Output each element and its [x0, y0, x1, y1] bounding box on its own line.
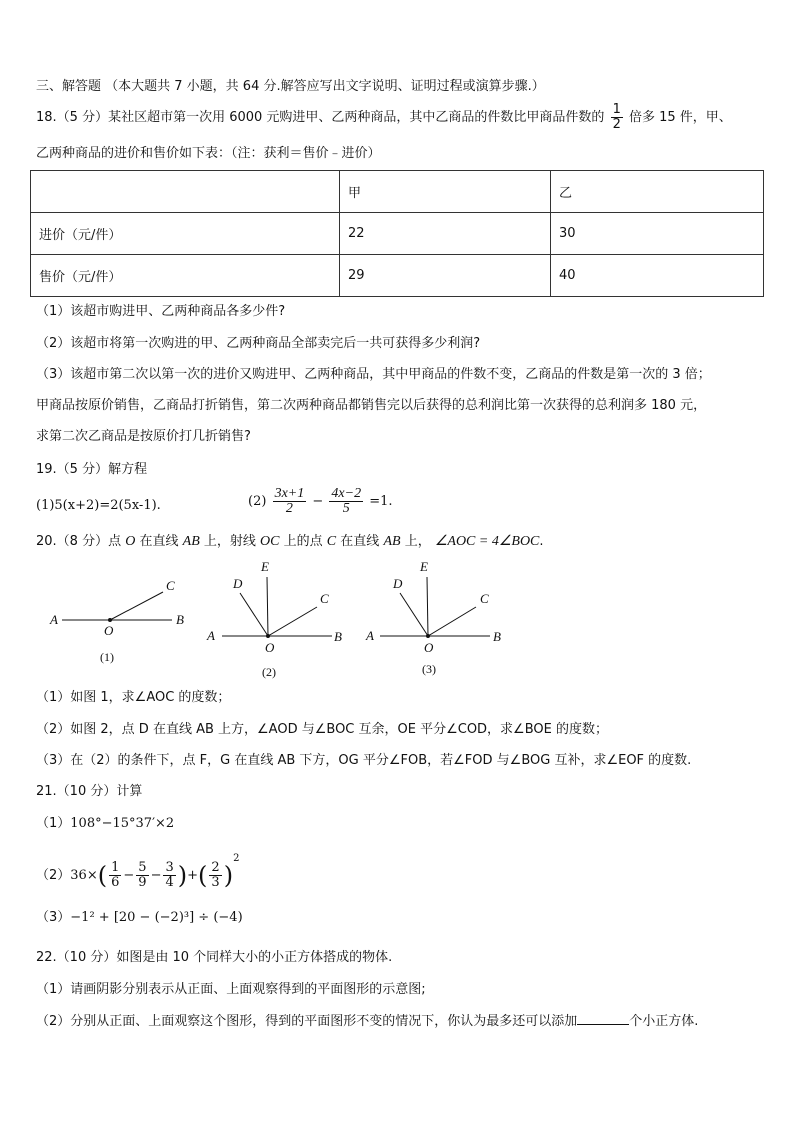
price-table	[30, 170, 764, 297]
q21-expr3-body: −1² + [20 − (−2)³] ÷ (−4)	[70, 910, 243, 925]
frac-num: 1	[111, 860, 120, 875]
q19-minus: −	[312, 494, 324, 509]
frac-den: 9	[138, 875, 147, 890]
q20-sub2: （2）如图 2，点 D 在直线 AB 上方，∠AOD 与∠BOC 互余，OE 平分∠COD，求∠BOE 的度数；	[36, 722, 608, 737]
q21-e2-a: 36×	[70, 868, 98, 883]
q20-text: 上，	[404, 534, 431, 549]
q20-var: OC	[260, 534, 280, 549]
q21-label: （3）	[36, 910, 71, 925]
point-o	[108, 618, 112, 622]
q21-op: +	[187, 868, 199, 883]
label-b: B	[493, 629, 501, 644]
label-a: A	[366, 628, 374, 643]
q20-var: AB	[182, 534, 200, 549]
q19-eq2-suffix: =1.	[369, 494, 393, 509]
q20-text: 在直线	[340, 534, 380, 549]
table-cell: 40	[551, 255, 764, 297]
ray-oc	[428, 607, 476, 636]
q18-line2: 乙两种商品的进价和售价如下表：（注：获利＝售价﹣进价）	[36, 146, 381, 161]
q20-text: .	[539, 534, 544, 549]
table-row	[31, 213, 764, 255]
label-e: E	[261, 559, 269, 574]
frac-num: 5	[138, 860, 147, 875]
q20-var: AB	[383, 534, 401, 549]
q21-frac	[209, 861, 221, 890]
q22-sub2-text: 个小正方体.	[629, 1014, 699, 1029]
q20-sub3: （3）在（2）的条件下，点 F，G 在直线 AB 下方，OG 平分∠FOB，若∠FOD 与∠BOG 互补，求∠EOF 的度数.	[36, 753, 692, 768]
q21-expr1	[36, 815, 174, 833]
q20-text: 上的点	[283, 534, 323, 549]
q19-frac2-num: 4x−2	[331, 486, 362, 501]
table-cell	[31, 171, 340, 213]
ray-oc	[268, 607, 317, 636]
q19-frac2	[329, 487, 363, 516]
q18-frac-num: 1	[612, 102, 621, 117]
frac-den: 6	[111, 875, 120, 890]
q18-line1	[36, 103, 732, 132]
q20-text: 在直线	[139, 534, 179, 549]
q18-text-a: 18.（5 分）某社区超市第一次用 6000 元购进甲、乙两种商品，其中乙商品的件数比甲商品件数的	[36, 110, 605, 125]
q21-frac	[136, 861, 148, 890]
label-c: C	[166, 578, 175, 593]
q19-frac1	[273, 487, 307, 516]
table-cell: 进价（元/件）	[31, 213, 340, 255]
label-a: A	[50, 612, 58, 627]
table-row	[31, 255, 764, 297]
label-c: C	[480, 591, 489, 606]
table-row	[31, 171, 764, 213]
q18-sub3-line2: 甲商品按原价销售，乙商品打折销售，第二次两种商品都销售完以后获得的总利润比第一次获得的总利润多 180 元，	[36, 398, 707, 413]
label-c: C	[320, 591, 329, 606]
q20-text: 上，射线	[203, 534, 256, 549]
q21-label: （1）	[36, 816, 71, 831]
q18-sub2: （2）该超市将第一次购进的甲、乙两种商品全部卖完后一共可获得多少利润?	[36, 336, 481, 351]
frac-den: 3	[211, 875, 220, 890]
label-o: O	[424, 640, 434, 655]
q20-relation: ∠AOC = 4∠BOC	[434, 534, 540, 549]
q18-frac-den: 2	[612, 117, 621, 132]
frac-den: 4	[165, 875, 174, 890]
q20-text: 20.（8 分）点	[36, 534, 122, 549]
q21-expr1-body: 108°−15°37′×2	[70, 816, 175, 831]
table-cell: 售价（元/件）	[31, 255, 340, 297]
figure-1	[49, 578, 184, 664]
q20-sub1: （1）如图 1，求∠AOC 的度数；	[36, 690, 231, 705]
q18-sub1: （1）该超市购进甲、乙两种商品各多少件?	[36, 304, 286, 319]
q18-sub3-line1: （3）该超市第二次以第一次的进价又购进甲、乙两种商品，其中甲商品的件数不变，乙商品的件数是第一次的 3 倍；	[36, 367, 711, 382]
label-d: D	[393, 576, 403, 591]
caption-1: (1)	[100, 650, 114, 664]
q20-title	[36, 533, 544, 551]
q19-eq2-prefix: (2)	[248, 494, 267, 509]
ray-oe	[427, 577, 428, 636]
table-cell: 甲	[340, 171, 551, 213]
ray-oe	[267, 577, 268, 636]
point-o	[266, 634, 270, 638]
q21-title: 21.（10 分）计算	[36, 784, 143, 799]
q22-sub2-text: （2）分别从正面、上面观察这个图形，得到的平面图形不变的情况下，你认为最多还可以添加	[36, 1014, 578, 1029]
q19-frac2-den: 5	[342, 501, 350, 516]
q21-frac	[163, 861, 175, 890]
section-header: 三、解答题 （本大题共 7 小题，共 64 分.解答应写出文字说明、证明过程或演算步骤.）	[36, 79, 545, 94]
label-b: B	[176, 612, 184, 627]
point-o	[426, 634, 430, 638]
angle-figures	[0, 555, 794, 685]
q19-eq2	[248, 487, 393, 516]
q19-eq1: (1)5(x+2)=2(5x-1).	[36, 498, 161, 513]
label-b: B	[334, 629, 342, 644]
q18-sub3-line3: 求第二次乙商品是按原价打几折销售?	[36, 429, 251, 444]
q19-title: 19.（5 分）解方程	[36, 462, 148, 477]
caption-2: (2)	[262, 665, 276, 679]
q22-sub1: （1）请画阴影分别表示从正面、上面观察得到的平面图形的示意图;	[36, 982, 426, 997]
q19-frac1-den: 2	[285, 501, 293, 516]
q21-expr2: （2）36×( $\frac{1}{6}$ − $\frac{5}{9}$ − $\frac{3}{4}$ )+( $\frac{2}{3}$ )$^2$	[36, 853, 240, 890]
figure-3	[365, 559, 501, 676]
table-cell: 22	[340, 213, 551, 255]
frac-num: 3	[165, 860, 174, 875]
label-a: A	[207, 628, 215, 643]
table-cell: 乙	[551, 171, 764, 213]
table-cell: 29	[340, 255, 551, 297]
q21-label: （2）	[36, 868, 71, 883]
q18-fraction	[611, 103, 623, 132]
q21-exponent: 2	[233, 853, 240, 864]
answer-blank[interactable]	[577, 1012, 629, 1025]
q21-op: −	[150, 868, 162, 883]
figure-2	[206, 559, 342, 679]
q20-var: O	[125, 534, 136, 549]
ray-oc	[110, 592, 163, 620]
q21-expr3	[36, 909, 243, 927]
label-e: E	[420, 559, 428, 574]
frac-num: 2	[211, 860, 220, 875]
q19-frac1-num: 3x+1	[274, 486, 305, 501]
ray-od	[400, 593, 428, 636]
label-d: D	[233, 576, 243, 591]
q21-op: −	[123, 868, 135, 883]
q22-title: 22.（10 分）如图是由 10 个同样大小的小正方体搭成的物体.	[36, 950, 393, 965]
q21-frac	[109, 861, 121, 890]
label-o: O	[104, 623, 114, 638]
q18-text-b: 倍多 15 件，甲、	[629, 110, 732, 125]
q22-sub2	[36, 1012, 698, 1031]
label-o: O	[265, 640, 275, 655]
caption-3: (3)	[422, 662, 436, 676]
q20-var: C	[326, 534, 337, 549]
ray-od	[240, 593, 268, 636]
table-cell: 30	[551, 213, 764, 255]
